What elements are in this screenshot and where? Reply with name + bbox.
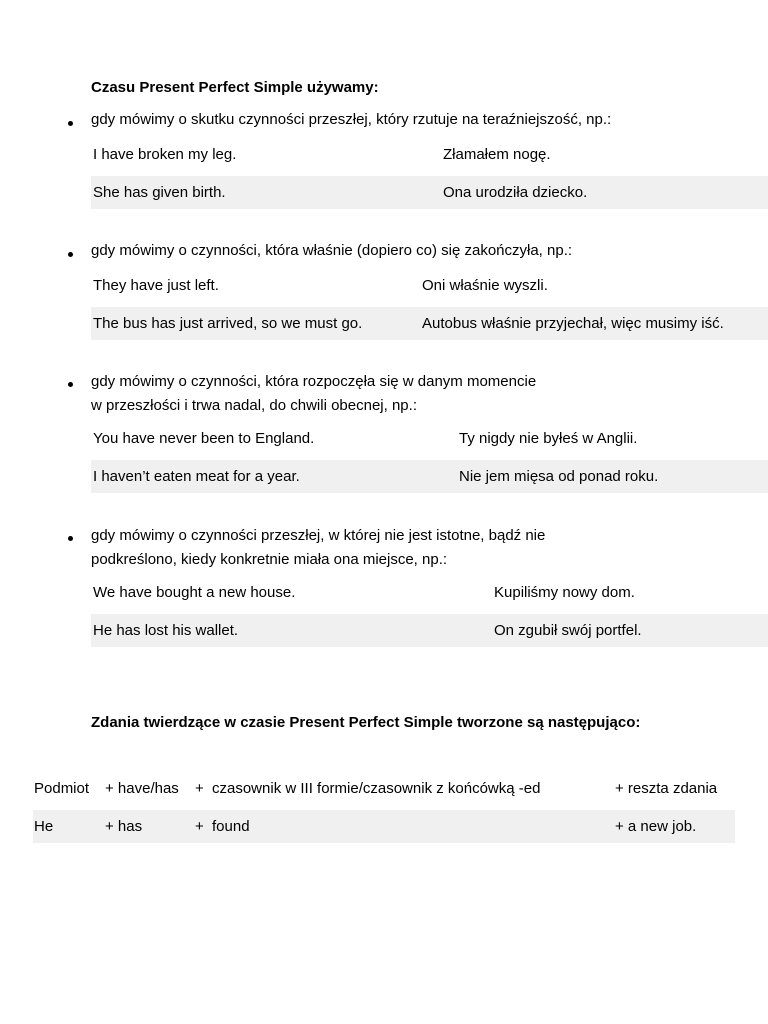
example-english: The bus has just arrived, so we must go. <box>93 315 363 332</box>
section-1-description: gdy mówimy o skutku czynności przeszłej, który rzutuje na teraźniejszość, np.: <box>91 111 612 128</box>
example-polish: Autobus właśnie przyjechał, więc musimy iść. <box>422 315 724 332</box>
example-row <box>91 269 768 302</box>
example-row <box>91 614 768 647</box>
formula-subject: He <box>34 818 54 835</box>
formula-auxiliary: + has <box>105 818 143 835</box>
example-polish: Nie jem mięsa od ponad roku. <box>459 468 659 485</box>
bullet-icon <box>68 252 73 257</box>
example-polish: On zgubił swój portfel. <box>494 622 642 639</box>
formula-verb: found <box>212 818 250 835</box>
example-row <box>91 576 768 609</box>
example-row <box>91 422 768 455</box>
section-4-description-line-1: gdy mówimy o czynności przeszłej, w której nie jest istotne, bądź nie <box>91 527 546 544</box>
page-heading: Czasu Present Perfect Simple używamy: <box>91 79 379 96</box>
example-row <box>91 460 768 493</box>
formula-example-row <box>33 810 735 843</box>
formula-plus: + <box>195 780 204 797</box>
section-2-description: gdy mówimy o czynności, która właśnie (dopiero co) się zakończyła, np.: <box>91 242 573 259</box>
formula-header-row <box>33 772 735 805</box>
section-3-description-line-2: w przeszłości i trwa nadal, do chwili obecnej, np.: <box>91 397 417 414</box>
formula-rest: + reszta zdania <box>615 780 718 797</box>
formula-rest: + a new job. <box>615 818 697 835</box>
example-row <box>91 138 768 171</box>
formula-heading: Zdania twierdzące w czasie Present Perfect Simple tworzone są następująco: <box>91 714 641 731</box>
example-polish: Kupiliśmy nowy dom. <box>494 584 635 601</box>
example-polish: Złamałem nogę. <box>443 146 551 163</box>
bullet-icon <box>68 382 73 387</box>
example-english: They have just left. <box>93 277 219 294</box>
example-english: You have never been to England. <box>93 430 315 447</box>
section-3-description-line-1: gdy mówimy o czynności, która rozpoczęła się w danym momencie <box>91 373 537 390</box>
example-polish: Ona urodziła dziecko. <box>443 184 588 201</box>
example-english: He has lost his wallet. <box>93 622 239 639</box>
formula-verb: czasownik w III formie/czasownik z końcówką -ed <box>212 780 541 797</box>
formula-subject: Podmiot <box>34 780 90 797</box>
bullet-icon <box>68 536 73 541</box>
example-english: She has given birth. <box>93 184 226 201</box>
section-4-description-line-2: podkreślono, kiedy konkretnie miała ona miejsce, np.: <box>91 551 448 568</box>
example-english: I have broken my leg. <box>93 146 237 163</box>
example-polish: Ty nigdy nie byłeś w Anglii. <box>459 430 638 447</box>
example-polish: Oni właśnie wyszli. <box>422 277 548 294</box>
formula-plus: + <box>195 818 204 835</box>
example-english: I haven’t eaten meat for a year. <box>93 468 300 485</box>
formula-auxiliary: + have/has <box>105 780 179 797</box>
example-english: We have bought a new house. <box>93 584 296 601</box>
bullet-icon <box>68 121 73 126</box>
example-row <box>91 307 768 340</box>
example-row <box>91 176 768 209</box>
